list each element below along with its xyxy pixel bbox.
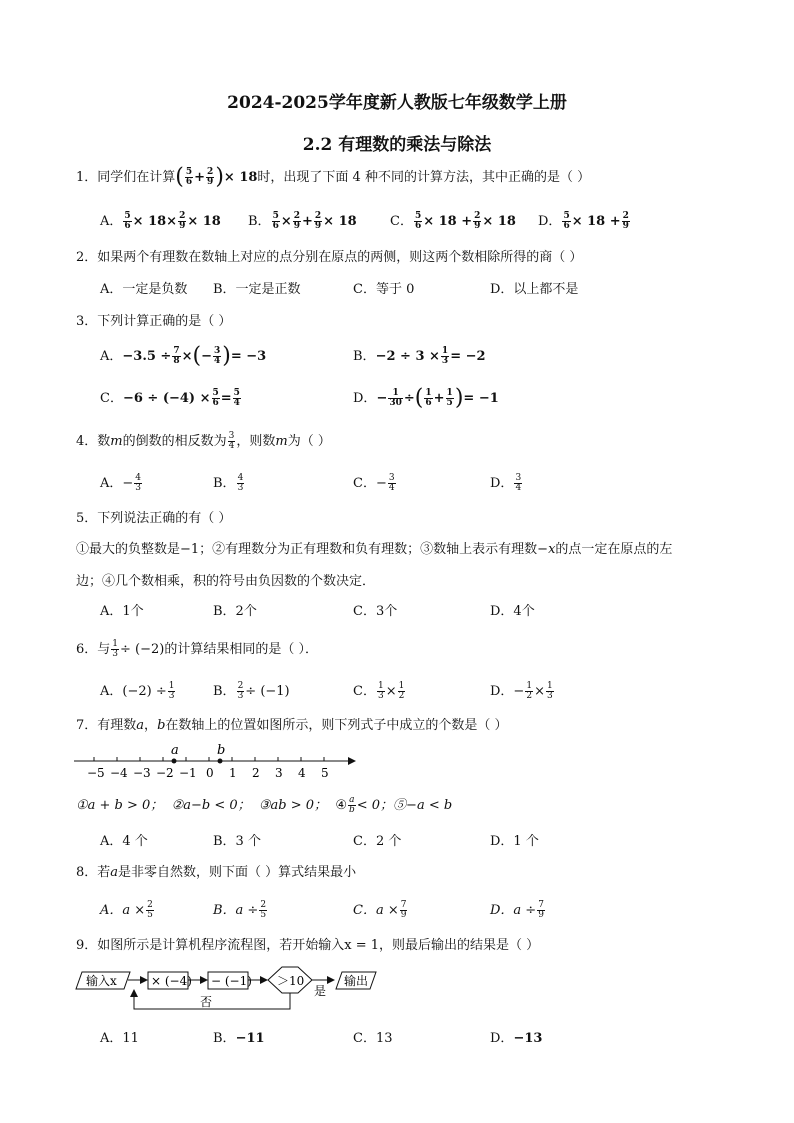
q7-option-c[interactable]: C．2 个: [353, 834, 402, 849]
q9-option-b[interactable]: B．−11: [213, 1031, 265, 1046]
flowchart-figure: [72, 963, 402, 1019]
axis-arrow-icon: [348, 757, 356, 765]
q9-option-c[interactable]: C．13: [353, 1031, 393, 1046]
number-line-tick-label: 1: [229, 766, 237, 780]
q5-option-d[interactable]: D．4个: [490, 604, 535, 619]
flow-multiply-label: × (−4): [151, 974, 192, 988]
q4-option-a[interactable]: A．− $\frac{4}{3}$: [100, 473, 142, 493]
point-b: [218, 759, 223, 764]
number-line-figure: [72, 740, 362, 782]
label-a: a: [171, 743, 179, 758]
number-line-tick-label: 5: [321, 766, 329, 780]
flow-decision-label: ＞10: [277, 974, 305, 988]
q5-option-a[interactable]: A．1个: [100, 604, 144, 619]
q6-option-b[interactable]: B． $\frac{2}{3}$ ÷ (−1): [213, 681, 290, 701]
q9-option-d[interactable]: D．−13: [490, 1031, 543, 1046]
question-1: 1．同学们在计算( $\frac{5}{6}$ + $\frac{2}{9}$ )× 18时，出现了下面 4 种不同的计算方法，其中正确的是（ ）: [76, 164, 591, 190]
q8-option-d[interactable]: D．a ÷ $\frac{7}{9}$: [490, 900, 544, 920]
q4-option-b[interactable]: B． $\frac{4}{3}$: [213, 473, 244, 493]
number-line-tick-label: 2: [252, 766, 260, 780]
question-8: 8．若a是非零自然数，则下面（ ）算式结果最小: [76, 865, 357, 880]
q7-option-b[interactable]: B．3 个: [213, 834, 261, 849]
question-6: 6．与 $\frac{1}{3}$ ÷ (−2)的计算结果相同的是（ ）．: [76, 639, 318, 659]
flow-input-label: 输入x: [86, 974, 117, 988]
page-title: 2024-2025学年度新人教版七年级数学上册: [227, 93, 567, 113]
q4-option-c[interactable]: C．− $\frac{3}{4}$: [353, 473, 395, 493]
q6-option-c[interactable]: C． $\frac{1}{3}$ × $\frac{1}{2}$: [353, 681, 405, 701]
q4-option-d[interactable]: D． $\frac{3}{4}$: [490, 473, 522, 493]
q5-statements-line-1: ①最大的负整数是−1；②有理数分为正有理数和负有理数；③数轴上表示有理数−x的点一定在原点的左: [76, 542, 673, 557]
question-2: 2．如果两个有理数在数轴上对应的点分别在原点的两侧，则这两个数相除所得的商（ ）: [76, 250, 583, 265]
flow-no-label: 否: [200, 995, 213, 1009]
q2-option-b[interactable]: B．一定是正数: [213, 282, 301, 297]
section-title: 2.2 有理数的乘法与除法: [302, 135, 492, 155]
number-line-tick-label: −4: [110, 766, 128, 780]
q9-option-a[interactable]: A．11: [100, 1031, 139, 1046]
flow-yes-label: 是: [314, 984, 327, 998]
number-line-tick-label: −2: [156, 766, 174, 780]
q3-option-d[interactable]: D．− $\frac{1}{30}$ ÷( $\frac{1}{6}$ + $\frac{1}{5}$ )= −1: [353, 385, 499, 411]
q3-option-b[interactable]: B．−2 ÷ 3 × $\frac{1}{3}$ = −2: [353, 346, 486, 366]
number-line-tick-label: 0: [206, 766, 214, 780]
q8-option-a[interactable]: A．a × $\frac{2}{5}$: [100, 900, 153, 920]
q8-option-c[interactable]: C．a × $\frac{7}{9}$: [353, 900, 407, 920]
q2-option-c[interactable]: C．等于 0: [353, 282, 415, 297]
question-7: 7．有理数a，b在数轴上的位置如图所示，则下列式子中成立的个数是（ ）: [76, 718, 508, 733]
q1-option-a[interactable]: A． $\frac{5}{6}$ × 18× $\frac{2}{9}$ × 18: [100, 211, 221, 231]
q3-option-c[interactable]: C．−6 ÷ (−4) × $\frac{5}{6}$ = $\frac{5}{4}$: [100, 388, 240, 408]
label-b: b: [217, 743, 226, 758]
number-line-tick-label: 3: [275, 766, 283, 780]
q5-statements-line-2: 边；④几个数相乘，积的符号由负因数的个数决定．: [76, 574, 376, 589]
q6-option-a[interactable]: A．(−2) ÷ $\frac{1}{3}$: [100, 681, 175, 701]
question-5: 5．下列说法正确的有（ ）: [76, 511, 232, 526]
number-line-tick-label: −1: [179, 766, 197, 780]
q5-option-b[interactable]: B．2个: [213, 604, 257, 619]
q2-option-d[interactable]: D．以上都不是: [490, 282, 579, 297]
q2-option-a[interactable]: A．一定是负数: [100, 282, 188, 297]
number-line-tick-label: −5: [87, 766, 105, 780]
q3-option-a[interactable]: A．−3.5 ÷ $\frac{7}{8}$ ×(− $\frac{3}{4}$ )= −3: [100, 343, 267, 369]
question-4: 4．数m的倒数的相反数为 $\frac{3}{4}$ ，则数m为（ ）: [76, 431, 331, 451]
q8-option-b[interactable]: B．a ÷ $\frac{2}{5}$: [213, 900, 267, 920]
number-line-tick-label: 4: [298, 766, 306, 780]
flow-output-label: 输出: [344, 974, 369, 988]
q5-option-c[interactable]: C．3个: [353, 604, 398, 619]
flow-subtract-label: − (−1): [211, 974, 252, 988]
question-9: 9．如图所示是计算机程序流程图，若开始输入x = 1，则最后输出的结果是（ ）: [76, 938, 540, 953]
q1-option-b[interactable]: B． $\frac{5}{6}$ × $\frac{2}{9}$ + $\frac{2}{9}$ × 18: [248, 211, 357, 231]
q7-option-d[interactable]: D．1 个: [490, 834, 539, 849]
point-a: [172, 759, 177, 764]
question-3: 3．下列计算正确的是（ ）: [76, 314, 232, 329]
q7-expressions: ①a + b > 0； ②a−b < 0； ③ab > 0； ④ $\frac{a}{b}$ < 0；⑤−a < b: [76, 795, 453, 815]
q7-option-a[interactable]: A．4 个: [100, 834, 148, 849]
q1-option-c[interactable]: C． $\frac{5}{6}$ × 18 + $\frac{2}{9}$ × 18: [390, 211, 516, 231]
q6-option-d[interactable]: D．− $\frac{1}{2}$ × $\frac{1}{3}$: [490, 681, 553, 701]
q1-option-d[interactable]: D． $\frac{5}{6}$ × 18 + $\frac{2}{9}$: [538, 211, 629, 231]
number-line-tick-label: −3: [133, 766, 151, 780]
